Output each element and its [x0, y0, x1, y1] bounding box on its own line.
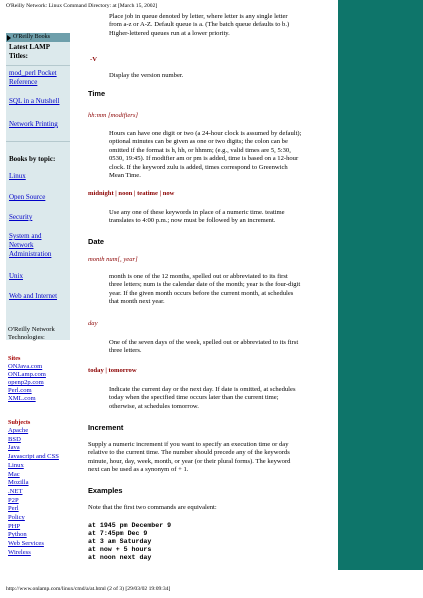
examples-heading: Examples: [88, 486, 123, 495]
sites-heading: Sites: [8, 355, 21, 362]
subject-link[interactable]: BSD: [8, 435, 21, 443]
page-footer-url: http://www.onlamp.com/linux/cmd/a/at.html (2 of 3) [29/03/02 19:09:34]: [6, 586, 171, 592]
text-line: Hours can have one digit or two (a 24-hour clock is assumed by default);: [109, 130, 302, 137]
text-line: One of the seven days of the week, spelled out or abbreviated to its first: [109, 339, 299, 346]
latest-title-link[interactable]: mod_perl Pocket Reference: [9, 69, 57, 86]
time-heading: Time: [88, 89, 106, 98]
subject-link[interactable]: Web Services: [8, 540, 44, 548]
text-line: three letters.: [109, 347, 142, 355]
time-syntax: hh:mm [modifiers]: [88, 112, 139, 119]
subject-link[interactable]: Policy: [8, 514, 25, 521]
site-link[interactable]: Perl.com: [8, 387, 32, 394]
text-line: month is one of the 12 months, spelled out or abbreviated to its first: [109, 273, 288, 280]
site-link[interactable]: ONLamp.com: [8, 371, 46, 378]
text-line: translates to 4:00 p.m.; now must be followed by an increment.: [109, 217, 276, 225]
topic-link[interactable]: Security: [9, 213, 33, 221]
right-color-bar: [338, 0, 423, 570]
sidebar-divider: [6, 65, 70, 66]
subject-link[interactable]: P2P: [8, 496, 19, 504]
triangle-right-icon: [7, 35, 11, 41]
examples-description: Note that the first two commands are equivalent:: [88, 504, 217, 511]
text-line: Supply a numeric increment if you want to specify an execution time or day: [88, 441, 289, 448]
subject-link[interactable]: Apache: [8, 427, 29, 434]
subject-link[interactable]: Python: [8, 531, 27, 539]
option-v: -V: [90, 56, 97, 63]
latest-titles-heading: Latest LAMP Titles:: [9, 43, 50, 60]
subject-link[interactable]: Javascript and CSS: [8, 453, 59, 461]
text-line: omitted if the format is h, hh, or hhmm; (e.g., valid times are 5, 5:30,: [109, 146, 291, 154]
text-line: optional minutes can be given as one or two digits; the colon can be: [109, 138, 288, 146]
subjects-heading: Subjects: [8, 419, 31, 426]
site-link[interactable]: ONJava.com: [8, 363, 43, 370]
subject-link[interactable]: Java: [8, 444, 20, 452]
text-line: Place job in queue denoted by letter, where letter is any single letter: [109, 13, 288, 20]
subject-link[interactable]: Mozilla: [8, 479, 29, 487]
date-heading: Date: [88, 237, 105, 246]
text-line: otherwise, at schedules tomorrow.: [109, 402, 199, 410]
subject-link[interactable]: PHP: [8, 522, 21, 530]
date-syntax: month num[, year]: [88, 256, 138, 263]
day-syntax: day: [88, 320, 98, 327]
text-line: today when the specified time occurs later than the current time;: [109, 394, 279, 402]
topic-link[interactable]: Linux: [9, 172, 26, 180]
text-line: 0530, 19:45). If modifier am or pm is added, time is based on a 12-hour: [109, 155, 299, 163]
text-line: minute, hour, day, week, month, or year (or their plural forms). The keyword: [88, 457, 291, 465]
option-v-description: Display the version number.: [109, 72, 184, 79]
code-line: at 7:45pm Dec 9: [88, 530, 148, 537]
subject-link[interactable]: Mac: [8, 470, 20, 478]
text-line: relative to the current time. The number should precede any of the keywords: [88, 449, 290, 457]
text-line: next can be used as a synonym of + 1.: [88, 466, 189, 474]
code-line: at 3 am Saturday: [88, 538, 152, 545]
time-keywords: midnight | noon | teatime | now: [88, 190, 175, 197]
page-header: O'Reilly Network: Linux Command Directory: at [March 15, 2002]: [6, 3, 158, 9]
latest-title-link[interactable]: Network Printing: [9, 120, 58, 128]
subject-link[interactable]: Wireless: [8, 548, 31, 556]
code-line: at 1945 pm December 9: [88, 522, 172, 529]
site-link[interactable]: openp2p.com: [8, 379, 44, 386]
code-line: at now + 5 hours: [88, 546, 152, 553]
text-line: Mean Time.: [109, 172, 141, 179]
code-line: at noon next day: [88, 554, 152, 561]
subject-link[interactable]: .NET: [8, 487, 23, 495]
topic-link[interactable]: Web and Internet: [9, 292, 58, 300]
today-keywords: today | tomorrow: [88, 367, 137, 374]
topic-link[interactable]: Open Source: [9, 193, 46, 201]
books-by-topic-heading: Books by topic:: [9, 155, 56, 163]
text-line: that month next year.: [109, 298, 165, 306]
text-line: three letters; num is the calendar date of the month; year is the four-digit: [109, 281, 301, 289]
subject-link[interactable]: Linux: [8, 461, 24, 469]
text-line: from a-z or A-Z. Default queue is a. (The batch queue defaults to b.): [109, 21, 290, 29]
latest-title-link[interactable]: SQL in a Nutshell: [9, 97, 60, 105]
topic-link[interactable]: System and Network Administration: [9, 232, 52, 258]
text-line: Higher-lettered queues run at a lower priority.: [109, 29, 230, 37]
sidebar-divider: [6, 141, 70, 142]
text-line: Indicate the current day or the next day. If date is omitted, at schedules: [109, 386, 296, 393]
network-technologies-heading: O'Reilly Network Technologies:: [8, 326, 55, 341]
text-line: clock. If the keyword zulu is added, times correspond to Greenwich: [109, 163, 288, 171]
site-link[interactable]: XML.com: [8, 395, 36, 402]
text-line: year. If the given month occurs before the current month, at schedules: [109, 289, 294, 297]
sidebar-title-button[interactable]: [6, 33, 70, 42]
subject-link[interactable]: Perl: [8, 505, 19, 513]
increment-heading: Increment: [88, 423, 124, 432]
topic-link[interactable]: Unix: [9, 272, 23, 280]
sidebar-title-label: O'Reilly Books: [13, 34, 50, 40]
text-line: Use any one of these keywords in place of a numeric time. teatime: [109, 209, 285, 216]
